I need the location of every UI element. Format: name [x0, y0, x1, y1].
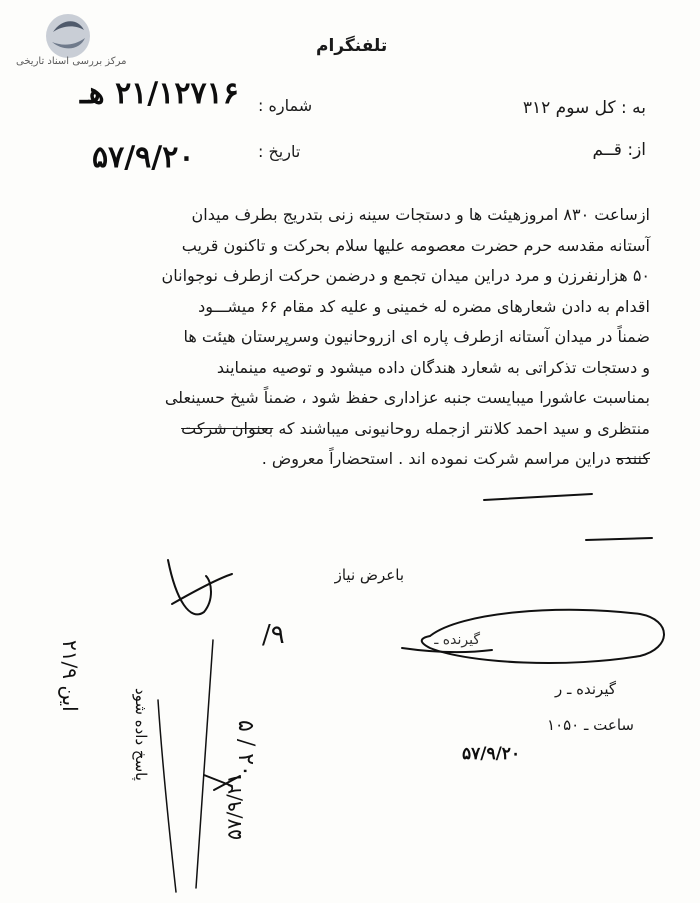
closing-phrase: باعرض نیاز [334, 566, 404, 584]
reference-number: ۲۱/۱۲۷۱۶ هـ [80, 76, 239, 111]
body-line-1: ازساعت ۸۳۰ امروزهیئت ها و دستجات سینه زنی بتدریج بطرف میدان [191, 205, 650, 224]
struck-text: کننده [615, 449, 650, 468]
body-line-5: ضمناً در میدان آستانه ازطرف پاره ای ازروحانیون وسرپرستان هیئت ها [183, 327, 650, 346]
signature-stroke [172, 574, 232, 604]
receiver-field: گیرنده ـ ر [554, 680, 616, 698]
margin-note: ۲۰ / ۵ [233, 720, 258, 777]
margin-vertical-line [196, 640, 213, 888]
sender-line: از: قــم [592, 140, 646, 160]
logo-caption: مرکز بررسی اسناد تاریخی [16, 56, 127, 67]
body-line-8 [50, 414, 650, 445]
date-label: تاریخ : [258, 142, 301, 161]
signature-tail [402, 648, 492, 652]
body-line-3: ۵۰ هزارنفرزن و مرد دراین میدان تجمع و درضمن حرکت ازطرف نوجوانان [161, 266, 650, 285]
margin-note: ۵۷/۹/۲۱ [222, 772, 246, 840]
recipient-line: به : کل سوم ۳۱۲ [522, 98, 646, 118]
archive-logo-icon [44, 12, 92, 60]
document-date: ۵۷/۹/۲۰ [92, 140, 195, 175]
strike-line [484, 494, 592, 500]
strike-line [586, 538, 652, 540]
body-line-7: بمناسبت عاشورا میبایست جنبه عزاداری حفظ شود ، ضمناً شیخ حسینعلی [164, 388, 650, 407]
struck-text: بعنوان شرکت [181, 418, 274, 438]
receipt-time: ساعت ـ ۱۰۵۰ [547, 716, 634, 734]
document-title: تلفنگرام [316, 36, 388, 56]
margin-note: این ۲۱/۹ [58, 640, 82, 712]
margin-note: پاسخ داده شود [132, 688, 150, 781]
margin-vertical-line [158, 700, 176, 892]
body-line-8-text: منتظری و سید احمد کلانتر ازجمله روحانیونی میباشند که [278, 418, 650, 438]
body-line-9-text: دراین مراسم شرکت نموده اند . استحضاراً معروض . [261, 449, 611, 468]
message-body [50, 200, 650, 475]
number-label: شماره : [258, 96, 313, 115]
receipt-date: ۵۷/۹/۲۰ [462, 744, 521, 764]
body-line-2: آستانه مقدسه حرم حضرت معصومه علیها سلام بحرکت و تاکنون قریب [181, 235, 650, 255]
body-line-4: اقدام به دادن شعارهای مضره له خمینی و علیه کد مقام ۶۶ میشـــود [198, 296, 650, 316]
sender-signature-label: گیرنده ـ [434, 632, 480, 648]
margin-note: ۹/ [262, 620, 285, 650]
body-line-6: و دستجات تذکراتی به شعارد هندگان داده میشود و توصیه مینمایند [216, 357, 650, 377]
body-line-9 [50, 444, 650, 475]
